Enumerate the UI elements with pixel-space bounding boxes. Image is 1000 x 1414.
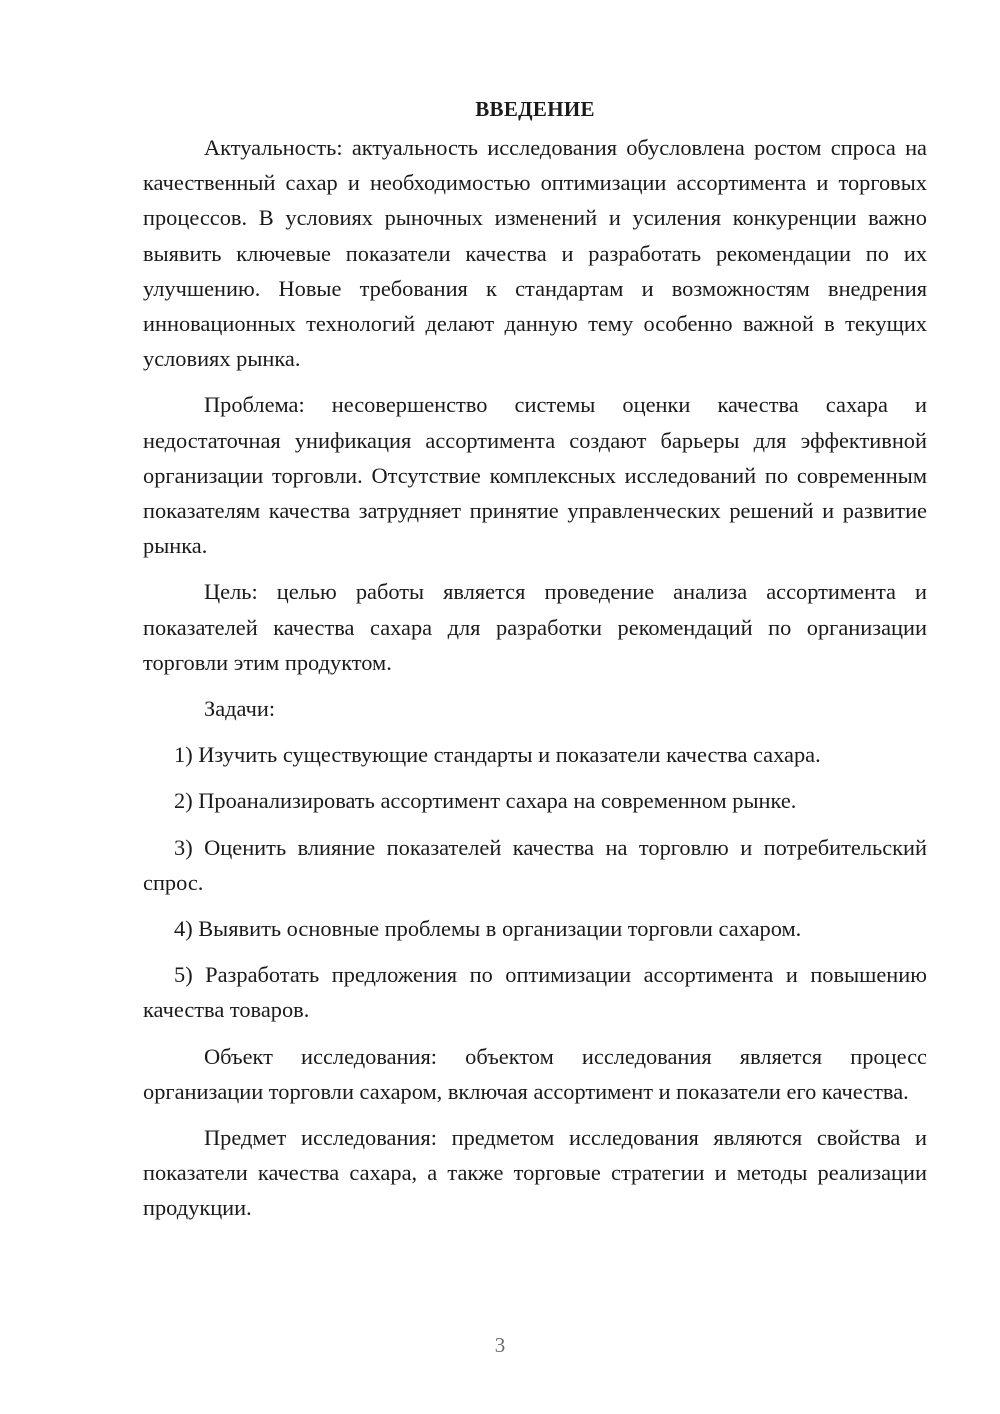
document-page [143, 92, 927, 1237]
task-item-3: 3) Оценить влияние показателей качества на торговлю и потребительский спрос. [143, 834, 927, 895]
paragraph-problem: Проблема: несовершенство системы оценки качества сахара и недостаточная унификация ассортимента создают барьеры для эффективной организации торговли. Отсутствие комплексных исследований по современным показателям качества затрудняет принятие управленческих решений и развитие рынка. [143, 392, 927, 559]
task-item-2: 2) Проанализировать ассортимент сахара на современном рынке. [174, 788, 797, 814]
task-item-1: 1) Изучить существующие стандарты и показатели качества сахара. [174, 742, 821, 768]
paragraph-object: Объект исследования: объектом исследования является процесс организации торговли сахаром, включая ассортимент и показатели его качества. [143, 1043, 927, 1104]
task-item-4: 4) Выявить основные проблемы в организации торговли сахаром. [174, 916, 802, 942]
paragraph-subject: Предмет исследования: предметом исследования являются свойства и показатели качества сахара, а также торговые стратегии и методы реализации продукции. [143, 1125, 927, 1221]
paragraph-relevance: Актуальность: актуальность исследования обусловлена ростом спроса на качественный сахар и необходимостью оптимизации ассортимента и торговых процессов. В условиях рыночных изменений и усиления конкуренции важно выявить ключевые показатели качества и разработать рекомендации по их улучшению. Новые требования к стандартам и возможностям внедрения инновационных технологий делают данную тему особенно важной в текущих условиях рынка. [143, 135, 927, 372]
paragraph-goal: Цель: целью работы является проведение анализа ассортимента и показателей качества сахара для разработки рекомендаций по организации торговли этим продуктом. [143, 579, 927, 675]
task-item-5: 5) Разработать предложения по оптимизации ассортимента и повышению качества товаров. [143, 962, 927, 1023]
tasks-label: Задачи: [204, 696, 276, 722]
section-heading: ВВЕДЕНИЕ [475, 97, 595, 121]
page-number: 3 [494, 1333, 506, 1357]
